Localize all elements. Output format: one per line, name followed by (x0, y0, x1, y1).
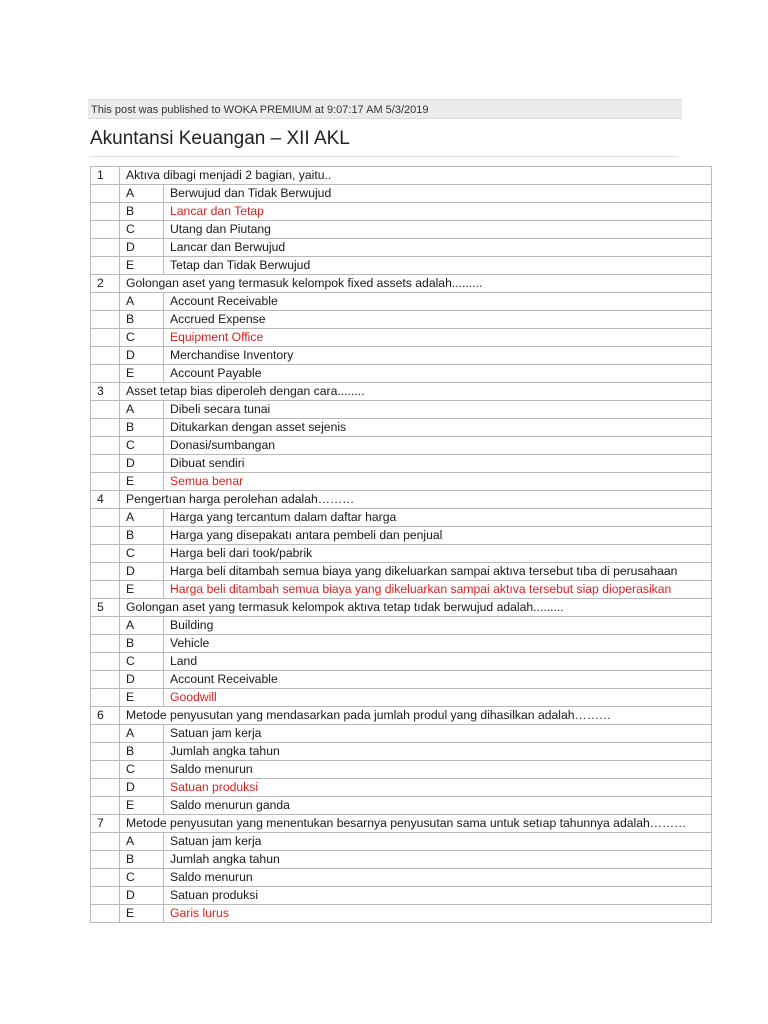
blank-cell (91, 653, 120, 671)
option-letter: C (120, 329, 164, 347)
option-row (91, 329, 712, 347)
option-letter: B (120, 851, 164, 869)
option-letter: C (120, 545, 164, 563)
option-letter: E (120, 257, 164, 275)
correct-answer-text: Goodwill (164, 689, 712, 707)
blank-cell (91, 671, 120, 689)
option-text: Building (164, 617, 712, 635)
option-row (91, 437, 712, 455)
option-text: Account Receivable (164, 671, 712, 689)
blank-cell (91, 563, 120, 581)
question-text: Golongan aset yang termasuk kelompok fixed assets adalah......... (120, 275, 712, 293)
option-row (91, 257, 712, 275)
option-row (91, 563, 712, 581)
blank-cell (91, 905, 120, 923)
option-text: Harga beli dari took/pabrik (164, 545, 712, 563)
option-letter: D (120, 887, 164, 905)
option-row (91, 473, 712, 491)
question-text: Golongan aset yang termasuk kelompok aktıva tetap tıdak berwujud adalah......... (120, 599, 712, 617)
option-letter: D (120, 455, 164, 473)
option-text: Utang dan Piutang (164, 221, 712, 239)
option-letter: C (120, 869, 164, 887)
option-text: Saldo menurun (164, 761, 712, 779)
option-text: Satuan jam kerja (164, 725, 712, 743)
blank-cell (91, 743, 120, 761)
option-row (91, 203, 712, 221)
option-letter: A (120, 293, 164, 311)
option-text: Donasi/sumbangan (164, 437, 712, 455)
question-text: Asset tetap bias diperoleh dengan cara........ (120, 383, 712, 401)
option-letter: B (120, 203, 164, 221)
blank-cell (91, 635, 120, 653)
option-row (91, 365, 712, 383)
option-row (91, 455, 712, 473)
option-row (91, 581, 712, 599)
option-text: Jumlah angka tahun (164, 851, 712, 869)
option-row (91, 797, 712, 815)
title-divider (90, 156, 678, 157)
blank-cell (91, 437, 120, 455)
option-row (91, 221, 712, 239)
option-row (91, 905, 712, 923)
option-text: Vehicle (164, 635, 712, 653)
question-text: Aktıva dibagi menjadi 2 bagian, yaitu.. (120, 167, 712, 185)
option-letter: B (120, 527, 164, 545)
correct-answer-text: Garis lurus (164, 905, 712, 923)
option-text: Harga yang tercantum dalam daftar harga (164, 509, 712, 527)
option-letter: E (120, 581, 164, 599)
option-letter: C (120, 437, 164, 455)
option-letter: A (120, 725, 164, 743)
correct-answer-text: Equipment Office (164, 329, 712, 347)
blank-cell (91, 473, 120, 491)
blank-cell (91, 347, 120, 365)
option-row (91, 185, 712, 203)
question-row (91, 167, 712, 185)
option-text: Harga beli ditambah semua biaya yang dikeluarkan sampai aktıva tersebut tıba di perusahaan (164, 563, 712, 581)
question-number: 7 (91, 815, 120, 833)
quiz-table-body (91, 167, 712, 923)
option-row (91, 653, 712, 671)
question-number: 4 (91, 491, 120, 509)
blank-cell (91, 545, 120, 563)
option-text: Account Receivable (164, 293, 712, 311)
question-text: Pengertıan harga perolehan adalah……… (120, 491, 712, 509)
option-text: Satuan produksi (164, 887, 712, 905)
blank-cell (91, 689, 120, 707)
option-letter: D (120, 671, 164, 689)
question-number: 2 (91, 275, 120, 293)
correct-answer-text: Harga beli ditambah semua biaya yang dikeluarkan sampai aktıva tersebut siap dioperasikan (164, 581, 712, 599)
question-number: 6 (91, 707, 120, 725)
blank-cell (91, 509, 120, 527)
blank-cell (91, 419, 120, 437)
question-row (91, 599, 712, 617)
blank-cell (91, 617, 120, 635)
option-row (91, 545, 712, 563)
blank-cell (91, 311, 120, 329)
blank-cell (91, 257, 120, 275)
blank-cell (91, 401, 120, 419)
option-row (91, 743, 712, 761)
blank-cell (91, 203, 120, 221)
option-row (91, 401, 712, 419)
blank-cell (91, 797, 120, 815)
option-letter: A (120, 401, 164, 419)
option-letter: E (120, 797, 164, 815)
option-letter: B (120, 419, 164, 437)
option-letter: A (120, 509, 164, 527)
question-row (91, 383, 712, 401)
blank-cell (91, 239, 120, 257)
blank-cell (91, 455, 120, 473)
option-letter: D (120, 347, 164, 365)
option-text: Dibeli secara tunai (164, 401, 712, 419)
option-text: Lancar dan Berwujud (164, 239, 712, 257)
option-row (91, 761, 712, 779)
option-letter: D (120, 779, 164, 797)
blank-cell (91, 329, 120, 347)
question-number: 5 (91, 599, 120, 617)
blank-cell (91, 581, 120, 599)
option-text: Ditukarkan dengan asset sejenis (164, 419, 712, 437)
page-title: Akuntansi Keuangan – XII AKL (90, 128, 350, 149)
option-text: Jumlah angka tahun (164, 743, 712, 761)
question-row (91, 707, 712, 725)
option-letter: D (120, 239, 164, 257)
correct-answer-text: Semua benar (164, 473, 712, 491)
option-letter: E (120, 689, 164, 707)
option-letter: E (120, 365, 164, 383)
option-text: Merchandise Inventory (164, 347, 712, 365)
option-letter: C (120, 221, 164, 239)
blank-cell (91, 365, 120, 383)
option-row (91, 725, 712, 743)
question-text: Metode penyusutan yang mendasarkan pada jumlah produl yang dihasilkan adalah……… (120, 707, 712, 725)
option-letter: D (120, 563, 164, 581)
option-row (91, 527, 712, 545)
correct-answer-text: Satuan produksi (164, 779, 712, 797)
option-row (91, 779, 712, 797)
option-letter: A (120, 833, 164, 851)
option-text: Account Payable (164, 365, 712, 383)
question-number: 1 (91, 167, 120, 185)
option-letter: C (120, 761, 164, 779)
question-row (91, 491, 712, 509)
option-row (91, 851, 712, 869)
blank-cell (91, 761, 120, 779)
option-letter: A (120, 185, 164, 203)
option-text: Tetap dan Tidak Berwujud (164, 257, 712, 275)
option-text: Saldo menurun ganda (164, 797, 712, 815)
blank-cell (91, 779, 120, 797)
option-text: Harga yang disepakatı antara pembeli dan penjual (164, 527, 712, 545)
option-text: Berwujud dan Tidak Berwujud (164, 185, 712, 203)
option-row (91, 887, 712, 905)
correct-answer-text: Lancar dan Tetap (164, 203, 712, 221)
option-letter: C (120, 653, 164, 671)
option-text: Saldo menurun (164, 869, 712, 887)
question-number: 3 (91, 383, 120, 401)
option-letter: B (120, 743, 164, 761)
blank-cell (91, 833, 120, 851)
option-row (91, 509, 712, 527)
option-row (91, 833, 712, 851)
option-letter: B (120, 635, 164, 653)
option-letter: B (120, 311, 164, 329)
publish-banner: This post was published to WOKA PREMIUM at 9:07:17 AM 5/3/2019 (88, 99, 682, 119)
quiz-table (90, 166, 712, 923)
option-row (91, 347, 712, 365)
option-row (91, 419, 712, 437)
blank-cell (91, 869, 120, 887)
blank-cell (91, 527, 120, 545)
option-row (91, 293, 712, 311)
question-row (91, 815, 712, 833)
blank-cell (91, 851, 120, 869)
question-row (91, 275, 712, 293)
option-row (91, 239, 712, 257)
blank-cell (91, 221, 120, 239)
option-row (91, 671, 712, 689)
option-row (91, 689, 712, 707)
blank-cell (91, 725, 120, 743)
option-row (91, 635, 712, 653)
question-text: Metode penyusutan yang menentukan besarnya penyusutan sama untuk setıap tahunnya adalah……… (120, 815, 712, 833)
option-row (91, 617, 712, 635)
blank-cell (91, 887, 120, 905)
option-text: Satuan jam kerja (164, 833, 712, 851)
option-text: Accrued Expense (164, 311, 712, 329)
option-letter: E (120, 905, 164, 923)
option-text: Dibuat sendiri (164, 455, 712, 473)
option-letter: E (120, 473, 164, 491)
blank-cell (91, 293, 120, 311)
option-text: Land (164, 653, 712, 671)
option-letter: A (120, 617, 164, 635)
option-row (91, 311, 712, 329)
blank-cell (91, 185, 120, 203)
option-row (91, 869, 712, 887)
